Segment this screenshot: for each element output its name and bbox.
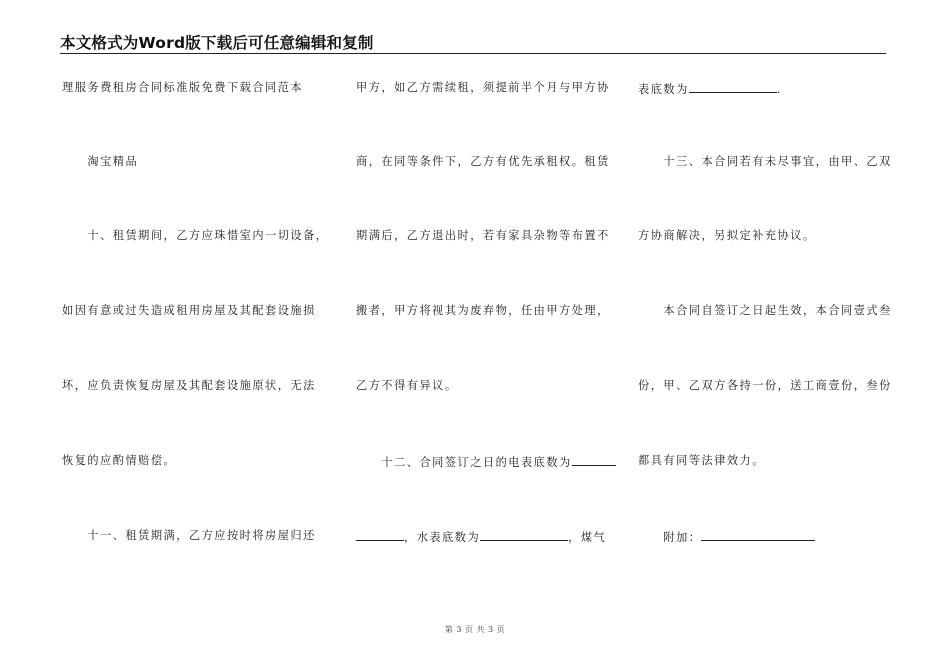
text-line: 坏，应负责恢复房屋及其配套设施原状，无法 bbox=[62, 379, 316, 392]
header-divider bbox=[60, 53, 886, 54]
text-line: 十三、本合同若有未尽事宜，由甲、乙双 bbox=[638, 155, 892, 168]
text-line: 淘宝精品 bbox=[62, 155, 139, 168]
text-line: 都具有同等法律效力。 bbox=[638, 454, 765, 467]
electric-meter-label: 十二、合同签订之日的电表底数为 bbox=[356, 456, 572, 469]
text-line: 理服务费租房合同标准版免费下载合同范本 bbox=[62, 81, 304, 94]
header-title: 本文格式为Word版下载后可任意编辑和复制 bbox=[60, 34, 374, 52]
attachment-label: 附加： bbox=[638, 531, 702, 544]
text-line: 乙方不得有异议。 bbox=[356, 379, 458, 392]
text-line: 如因有意或过失造成租用房屋及其配套设施损 bbox=[62, 304, 316, 317]
page-number: 第 3 页 共 3 页 bbox=[444, 625, 506, 634]
text-line: 十、租赁期间，乙方应珠惜室内一切设备， bbox=[62, 229, 329, 242]
text-line: 十一、租赁期满，乙方应按时将房屋归还 bbox=[62, 529, 316, 542]
text-line bbox=[356, 454, 616, 470]
electric-meter-blank bbox=[572, 454, 616, 466]
text-line: 期满后，乙方退出时，若有家具杂物等布置不 bbox=[356, 229, 610, 242]
text-line: 份，甲、乙双方各持一份，送工商壹份，叁份 bbox=[638, 379, 892, 392]
water-meter-blank bbox=[480, 529, 568, 541]
text-line: 搬者，甲方将视其为废弃物，任由甲方处理， bbox=[356, 304, 610, 317]
text-line bbox=[356, 529, 606, 545]
text-line: 恢复的应酌情赔偿。 bbox=[62, 454, 177, 467]
text-line: 方协商解决，另拟定补充协议。 bbox=[638, 229, 816, 242]
text-line bbox=[638, 529, 815, 545]
text-line: 商，在同等条件下，乙方有优先承租权。租赁 bbox=[356, 155, 610, 168]
gas-meter-label: ，煤气 bbox=[568, 531, 607, 544]
text-line: 本合同自签订之日起生效，本合同壹式叁 bbox=[638, 304, 892, 317]
gas-meter-reading-label: 表底数为 bbox=[638, 83, 689, 96]
attachment-blank bbox=[701, 529, 815, 541]
period: . bbox=[776, 83, 782, 96]
electric-meter-blank-cont bbox=[356, 529, 404, 541]
gas-meter-blank bbox=[689, 81, 777, 93]
water-meter-label: ，水表底数为 bbox=[404, 531, 481, 544]
text-line: 甲方，如乙方需续租，须提前半个月与甲方协 bbox=[356, 81, 610, 94]
text-line bbox=[638, 81, 782, 97]
